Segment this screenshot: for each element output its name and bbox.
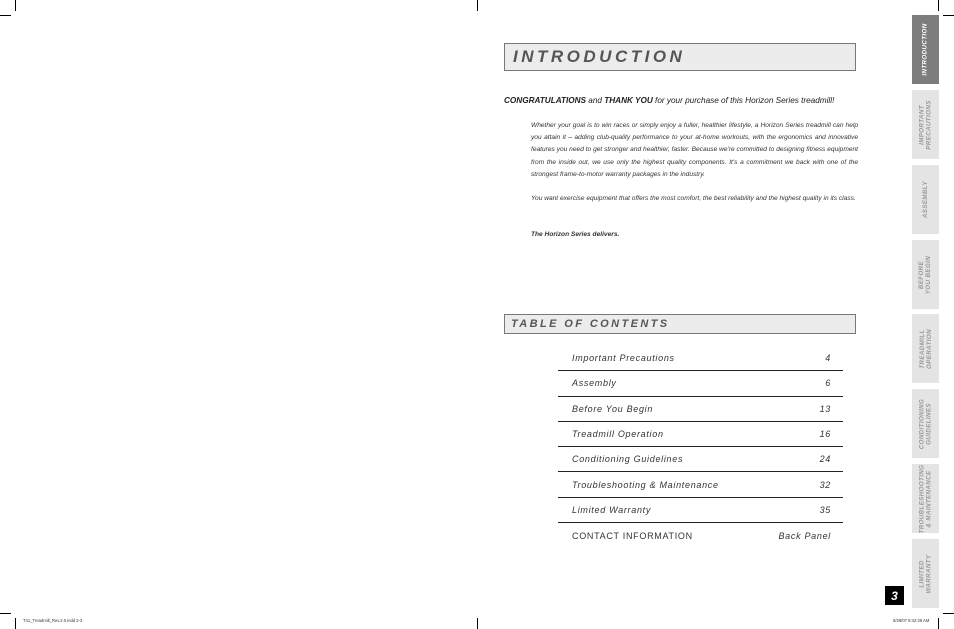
tab-before-you-begin[interactable] (912, 240, 939, 309)
crop-mark (0, 15, 11, 16)
crop-mark (938, 0, 939, 11)
tab-limited-warranty[interactable] (912, 539, 939, 608)
congrats-strong-2: THANK YOU (604, 96, 653, 105)
crop-mark (0, 613, 11, 614)
introduction-heading (504, 43, 856, 71)
toc-item-label: Assembly (572, 378, 617, 389)
toc-item-treadmill-operation[interactable] (558, 422, 843, 447)
tab-introduction[interactable] (912, 15, 939, 84)
intro-paragraph-3: The Horizon Series delivers. (531, 231, 620, 238)
toc-item-page: 16 (819, 429, 831, 440)
tab-label: TROUBLESHOOTING & MAINTENANCE (918, 464, 933, 533)
toc-title: TABLE OF CONTENTS (511, 318, 670, 330)
toc-heading (504, 314, 856, 334)
toc-item-before-you-begin[interactable] (558, 397, 843, 422)
toc-item-label: CONTACT INFORMATION (572, 530, 693, 541)
page-number: 3 (885, 586, 904, 605)
toc-item-page: 24 (819, 454, 831, 465)
crop-mark (943, 15, 954, 16)
toc-item-page: 35 (819, 504, 831, 515)
toc-item-label: Before You Begin (572, 403, 654, 414)
crop-mark (15, 0, 16, 11)
toc-item-limited-warranty[interactable] (558, 498, 843, 523)
intro-paragraph-2: You want exercise equipment that offers the most comfort, the best reliability and the highest quality in its class. (531, 195, 856, 202)
crop-mark (15, 618, 16, 629)
tab-label: IMPORTANT PRECAUTIONS (918, 99, 933, 150)
crop-mark (477, 618, 478, 629)
footer-timestamp: 5/29/07 8:42:26 AM (893, 618, 930, 623)
toc-item-contact-information[interactable] (558, 523, 843, 548)
congrats-rest: for your purchase of this Horizon Series treadmill! (652, 96, 835, 105)
toc-item-page: 13 (819, 403, 831, 414)
toc-list (558, 346, 843, 548)
toc-item-troubleshooting-maintenance[interactable] (558, 472, 843, 497)
tab-label: ASSEMBLY (922, 180, 929, 219)
congrats-strong-1: CONGRATULATIONS (504, 96, 587, 105)
tab-troubleshooting-maintenance[interactable] (912, 464, 939, 533)
crop-mark (938, 618, 939, 629)
toc-item-label: Important Precautions (572, 353, 675, 364)
toc-item-page: 6 (825, 378, 831, 389)
toc-item-assembly[interactable] (558, 371, 843, 396)
toc-item-page: 32 (819, 479, 831, 490)
toc-item-conditioning-guidelines[interactable] (558, 447, 843, 472)
tab-label: TREADMILL OPERATION (918, 328, 933, 369)
toc-item-label: Treadmill Operation (572, 429, 664, 440)
introduction-title: INTRODUCTION (513, 47, 686, 66)
toc-item-page: Back Panel (778, 530, 831, 541)
tab-label: INTRODUCTION (922, 23, 930, 76)
tab-assembly[interactable] (912, 165, 939, 234)
toc-item-label: Troubleshooting & Maintenance (572, 479, 719, 490)
tab-label: CONDITIONING GUIDELINES (918, 398, 933, 449)
toc-item-page: 4 (825, 353, 831, 364)
tab-label: LIMITED WARRANTY (918, 554, 933, 593)
intro-paragraph-1: Whether your goal is to win races or simply enjoy a fuller, healthier lifestyle, a Horizon Series treadmill can help you attain it – adding club-quality performance to your at-home workouts, with the ergonomics and innovative features you need to get stronger and healthier, faster. Because we're committed to designing fitness equipment from the inside out, we use only the highest quality components. It's a commitment we back with one of the strongest frame-to-motor warranty packages in the industry. (531, 122, 858, 178)
toc-item-label: Conditioning Guidelines (572, 454, 684, 465)
toc-item-important-precautions[interactable] (558, 346, 843, 371)
tab-important-precautions[interactable] (912, 90, 939, 159)
crop-mark (477, 0, 478, 11)
tab-conditioning-guidelines[interactable] (912, 389, 939, 458)
crop-mark (943, 613, 954, 614)
congratulations-line (504, 96, 864, 105)
tab-treadmill-operation[interactable] (912, 314, 939, 383)
footer-file-info: T41_Treadmill_Rev.2.0.indd 2-3 (23, 618, 83, 623)
tab-label: BEFORE YOU BEGIN (918, 255, 933, 294)
toc-item-label: Limited Warranty (572, 504, 652, 515)
congrats-and: and (586, 96, 605, 105)
